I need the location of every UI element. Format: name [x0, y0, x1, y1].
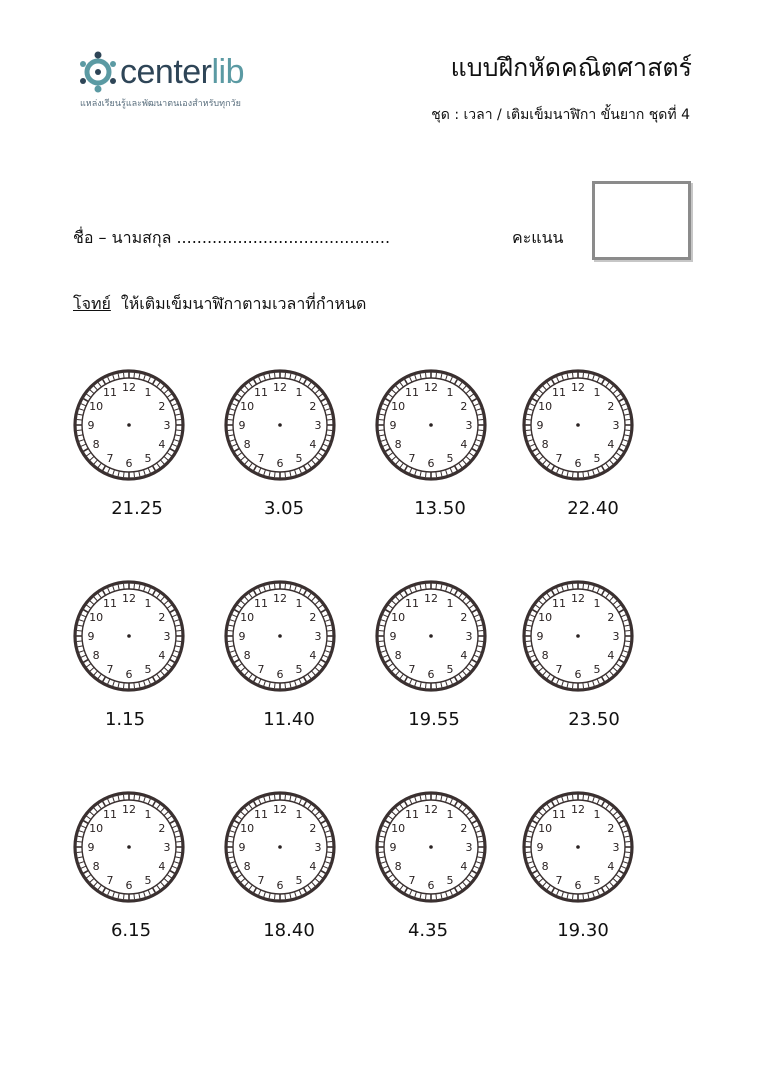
clock-numeral: 1: [593, 386, 601, 400]
clock-numeral: 5: [593, 873, 601, 887]
clock-numeral: 1: [446, 386, 454, 400]
clock-numeral: 4: [607, 649, 615, 662]
clock-time-label: 19.30: [557, 920, 609, 941]
clock-numeral: 8: [541, 649, 549, 662]
clock-numeral: 9: [389, 841, 397, 854]
clock-item: [223, 579, 353, 693]
clock-time-label: 6.15: [110, 920, 152, 941]
clock-numeral: 5: [295, 662, 303, 676]
clock-numeral: 12: [273, 592, 287, 605]
clock-numeral: 2: [158, 400, 166, 413]
clock-numeral: 6: [125, 879, 133, 892]
clock-face[interactable]: [521, 579, 635, 693]
clock-time-label: 11.40: [263, 709, 315, 730]
clock-numeral: 1: [295, 597, 303, 611]
clock-numeral: 7: [106, 451, 114, 465]
clock-numeral: 9: [536, 841, 544, 854]
clock-numeral: 8: [92, 860, 100, 873]
score-box: [592, 181, 691, 260]
clock-item: [374, 579, 504, 693]
score-label: คะแนน: [512, 228, 564, 247]
clock-numeral: 3: [612, 841, 620, 854]
clock-numeral: 7: [106, 662, 114, 676]
clock-item: [374, 790, 504, 904]
clock-item: [521, 790, 651, 904]
clock-numeral: 8: [541, 860, 549, 873]
centerlib-logo: [76, 50, 286, 112]
clock-numeral: 12: [122, 381, 136, 394]
clock-numeral: 9: [389, 630, 397, 643]
clock-numeral: 11: [552, 386, 566, 400]
clock-numeral: 2: [460, 822, 468, 835]
clock-numeral: 6: [276, 457, 284, 470]
clock-numeral: 10: [89, 400, 104, 413]
clock-face[interactable]: [374, 790, 488, 904]
clock-numeral: 11: [405, 597, 419, 611]
clock-item: [72, 368, 202, 482]
clock-numeral: 11: [552, 597, 566, 611]
clock-numeral: 6: [125, 668, 133, 681]
clock-numeral: 11: [405, 808, 419, 822]
clock-numeral: 2: [607, 822, 615, 835]
clock-numeral: 7: [257, 451, 265, 465]
clock-numeral: 2: [309, 822, 317, 835]
clock-numeral: 3: [612, 630, 620, 643]
clock-numeral: 4: [158, 438, 166, 451]
logo-icon: [76, 50, 120, 94]
clock-numeral: 2: [158, 611, 166, 624]
clock-numeral: 6: [574, 879, 582, 892]
clock-numeral: 8: [243, 649, 251, 662]
clock-numeral: 7: [408, 873, 416, 887]
clock-numeral: 6: [427, 879, 435, 892]
clock-numeral: 3: [314, 841, 322, 854]
clock-numeral: 7: [106, 873, 114, 887]
clock-item: [72, 790, 202, 904]
clock-numeral: 11: [254, 808, 268, 822]
clock-numeral: 5: [446, 873, 454, 887]
clock-numeral: 3: [314, 630, 322, 643]
clock-numeral: 3: [163, 419, 171, 432]
clock-numeral: 11: [103, 597, 117, 611]
clock-numeral: 2: [460, 611, 468, 624]
clock-time-label: 23.50: [568, 709, 620, 730]
clock-numeral: 4: [158, 860, 166, 873]
clock-face[interactable]: [223, 790, 337, 904]
clock-numeral: 3: [465, 841, 473, 854]
clock-numeral: 1: [295, 808, 303, 822]
clock-numeral: 8: [394, 860, 402, 873]
clock-numeral: 9: [238, 630, 246, 643]
clock-numeral: 1: [295, 386, 303, 400]
clock-face[interactable]: [72, 579, 186, 693]
clock-time-label: 3.05: [263, 498, 305, 519]
clock-numeral: 1: [144, 808, 152, 822]
clock-numeral: 10: [240, 400, 255, 413]
clock-numeral: 1: [144, 597, 152, 611]
clock-numeral: 3: [465, 419, 473, 432]
name-field-label: ชื่อ – นามสกุล ..........................................: [73, 228, 391, 247]
clock-face[interactable]: [223, 368, 337, 482]
clock-numeral: 8: [92, 438, 100, 451]
clock-numeral: 11: [103, 808, 117, 822]
clock-numeral: 8: [394, 649, 402, 662]
clock-face[interactable]: [374, 368, 488, 482]
clock-numeral: 11: [254, 597, 268, 611]
clock-item: [521, 368, 651, 482]
clock-numeral: 4: [607, 438, 615, 451]
clock-numeral: 4: [460, 438, 468, 451]
clock-time-label: 1.15: [104, 709, 146, 730]
clock-time-label: 13.50: [414, 498, 466, 519]
clock-numeral: 7: [408, 662, 416, 676]
clock-numeral: 6: [574, 457, 582, 470]
clock-time-label: 22.40: [567, 498, 619, 519]
instruction-label: โจทย์: [73, 294, 111, 313]
clock-face[interactable]: [521, 790, 635, 904]
clock-numeral: 8: [243, 438, 251, 451]
clock-numeral: 9: [389, 419, 397, 432]
clock-numeral: 6: [427, 457, 435, 470]
clock-face[interactable]: [374, 579, 488, 693]
clock-numeral: 3: [163, 630, 171, 643]
clock-numeral: 9: [536, 419, 544, 432]
clock-numeral: 10: [240, 822, 255, 835]
clock-numeral: 12: [424, 592, 438, 605]
clock-numeral: 12: [571, 381, 585, 394]
clock-numeral: 4: [158, 649, 166, 662]
clock-numeral: 2: [309, 611, 317, 624]
clock-numeral: 5: [144, 451, 152, 465]
clock-time-label: 4.35: [407, 920, 449, 941]
clock-numeral: 10: [391, 822, 406, 835]
clock-numeral: 10: [538, 822, 553, 835]
clock-numeral: 5: [593, 662, 601, 676]
clock-numeral: 12: [424, 381, 438, 394]
clock-numeral: 11: [405, 386, 419, 400]
clock-item: [223, 790, 353, 904]
clock-numeral: 5: [144, 662, 152, 676]
clock-numeral: 10: [89, 611, 104, 624]
clock-time-label: 18.40: [263, 920, 315, 941]
clock-numeral: 1: [144, 386, 152, 400]
clock-numeral: 5: [446, 451, 454, 465]
clock-numeral: 4: [309, 438, 317, 451]
clock-numeral: 7: [408, 451, 416, 465]
clock-numeral: 9: [536, 630, 544, 643]
clock-numeral: 7: [555, 873, 563, 887]
clock-numeral: 10: [240, 611, 255, 624]
clock-numeral: 12: [273, 803, 287, 816]
clock-numeral: 8: [541, 438, 549, 451]
instruction-text: ให้เติมเข็มนาฬิกาตามเวลาที่กำหนด: [120, 294, 367, 313]
page-title: แบบฝึกหัดคณิตศาสตร์: [450, 53, 692, 82]
clock-numeral: 11: [552, 808, 566, 822]
clock-numeral: 11: [254, 386, 268, 400]
clock-item: [374, 368, 504, 482]
clock-time-label: 19.55: [408, 709, 460, 730]
clock-numeral: 3: [465, 630, 473, 643]
clock-numeral: 12: [571, 592, 585, 605]
clock-numeral: 10: [391, 611, 406, 624]
clock-face[interactable]: [72, 790, 186, 904]
clock-numeral: 3: [314, 419, 322, 432]
clock-numeral: 5: [144, 873, 152, 887]
clock-numeral: 6: [125, 457, 133, 470]
clock-numeral: 2: [309, 400, 317, 413]
clock-numeral: 4: [607, 860, 615, 873]
clock-numeral: 6: [574, 668, 582, 681]
clock-numeral: 12: [122, 803, 136, 816]
clock-numeral: 7: [257, 662, 265, 676]
logo-wordmark: centerlib: [120, 53, 245, 91]
clock-numeral: 10: [391, 400, 406, 413]
clock-numeral: 2: [460, 400, 468, 413]
clock-numeral: 7: [555, 662, 563, 676]
clock-numeral: 5: [295, 451, 303, 465]
clock-numeral: 10: [538, 400, 553, 413]
clock-numeral: 10: [89, 822, 104, 835]
clock-numeral: 8: [243, 860, 251, 873]
clock-numeral: 9: [87, 419, 95, 432]
clock-item: [72, 579, 202, 693]
clock-numeral: 4: [460, 860, 468, 873]
clock-numeral: 1: [593, 597, 601, 611]
logo-tagline: แหล่งเรียนรู้และพัฒนาตนเองสำหรับทุกวัย: [80, 99, 241, 109]
page-subtitle: ชุด : เวลา / เติมเข็มนาฬิกา ขั้นยาก ชุดที่ 4: [431, 107, 690, 123]
clock-numeral: 11: [103, 386, 117, 400]
clock-numeral: 3: [612, 419, 620, 432]
clock-numeral: 2: [607, 400, 615, 413]
clock-time-label: 21.25: [111, 498, 163, 519]
clock-numeral: 6: [276, 668, 284, 681]
clock-numeral: 12: [122, 592, 136, 605]
clock-numeral: 5: [593, 451, 601, 465]
clock-numeral: 4: [309, 860, 317, 873]
clock-numeral: 9: [238, 419, 246, 432]
clock-numeral: 2: [607, 611, 615, 624]
clock-numeral: 8: [394, 438, 402, 451]
clock-numeral: 6: [276, 879, 284, 892]
clock-numeral: 2: [158, 822, 166, 835]
clock-numeral: 1: [446, 808, 454, 822]
clock-numeral: 4: [309, 649, 317, 662]
clock-face[interactable]: [521, 368, 635, 482]
clock-item: [223, 368, 353, 482]
clock-numeral: 1: [593, 808, 601, 822]
clock-numeral: 9: [87, 630, 95, 643]
clock-numeral: 5: [446, 662, 454, 676]
clock-face[interactable]: [223, 579, 337, 693]
clock-numeral: 3: [163, 841, 171, 854]
clock-item: [521, 579, 651, 693]
instruction: [73, 292, 366, 317]
clock-numeral: 6: [427, 668, 435, 681]
clock-face[interactable]: [72, 368, 186, 482]
clock-numeral: 4: [460, 649, 468, 662]
clock-numeral: 12: [571, 803, 585, 816]
clock-numeral: 7: [555, 451, 563, 465]
clock-numeral: 1: [446, 597, 454, 611]
clock-numeral: 12: [424, 803, 438, 816]
clock-numeral: 9: [238, 841, 246, 854]
clock-numeral: 12: [273, 381, 287, 394]
clock-numeral: 5: [295, 873, 303, 887]
clock-numeral: 7: [257, 873, 265, 887]
clock-numeral: 8: [92, 649, 100, 662]
clock-numeral: 9: [87, 841, 95, 854]
clock-numeral: 10: [538, 611, 553, 624]
